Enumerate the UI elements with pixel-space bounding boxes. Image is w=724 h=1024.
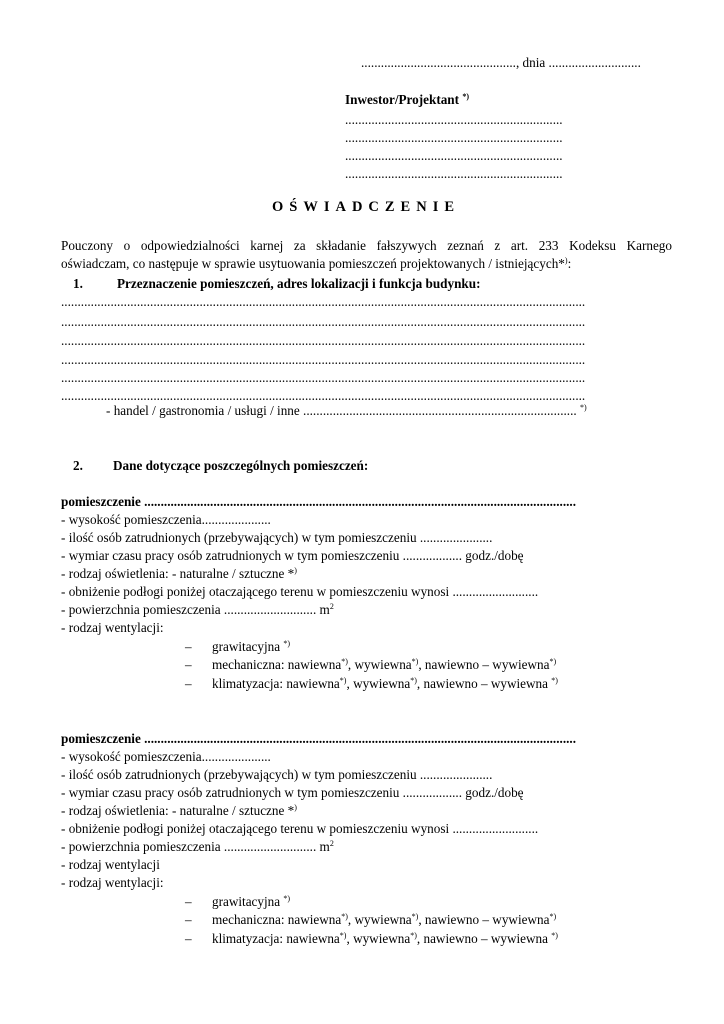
investor-line-2: .................................................................. — [345, 130, 563, 145]
document-title: OŚWIADCZENIE — [271, 199, 461, 215]
investor-label-text: Inwestor/Projektant — [345, 92, 460, 107]
room-2-work-time: - wymiar czasu pracy osób zatrudnionych w tym pomieszczeniu .................. godz./dobę — [61, 785, 524, 800]
room-2-vent-mechanical — [185, 912, 556, 928]
footnote-mark: *) — [551, 931, 558, 940]
room-2-floor: - obniżenie podłogi poniżej otaczającego terenu w pomieszczeniu wynosi .......................... — [61, 821, 539, 836]
footnote-mark: *) — [410, 931, 417, 940]
section1-dotted-line-3: ............................................................................................................................................................... — [61, 333, 586, 348]
section1-dotted-line-2: ............................................................................................................................................................... — [61, 314, 586, 329]
date-line: ..............................................., dnia ............................ — [361, 55, 641, 70]
section2-heading: Dane dotyczące poszczególnych pomieszczeń: — [113, 458, 369, 473]
footnote-mark: *) — [549, 657, 557, 666]
section1-dotted-line-6: ............................................................................................................................................................... — [61, 388, 586, 403]
section1-dotted-line-1: ............................................................................................................................................................... — [61, 294, 586, 309]
room-1-vent-mech-b: , wywiewna — [347, 657, 412, 672]
building-function-line — [106, 403, 587, 419]
room-1-vent-mech-c: , nawiewno – wywiewna — [418, 657, 550, 672]
section1-dotted-line-4: ............................................................................................................................................................... — [61, 352, 586, 367]
intro-line-2-end: : — [567, 256, 572, 271]
room-1-height: - wysokość pomieszczenia..................... — [61, 512, 271, 527]
room-2-height: - wysokość pomieszczenia..................... — [61, 749, 271, 764]
investor-line-4: .................................................................. — [345, 166, 563, 181]
room-1-work-time: - wymiar czasu pracy osób zatrudnionych w tym pomieszczeniu .................. godz./dobę — [61, 548, 524, 563]
building-function-footnote-mark: *) — [579, 403, 587, 412]
room-1-vent-mech-a: mechaniczna: nawiewna — [212, 657, 342, 672]
section2-number: 2. — [73, 458, 83, 473]
room-2-lighting-footnote-mark: ) — [294, 803, 297, 812]
dash-bullet: – — [185, 676, 192, 691]
room-2-title: pomieszczenie ................................................................................................................................... — [61, 731, 577, 746]
investor-footnote-mark: *) — [462, 92, 470, 101]
room-1-vent-gravity-text: grawitacyjna — [212, 639, 284, 654]
dash-bullet: – — [185, 657, 192, 672]
room-1-vent-climate — [185, 676, 558, 692]
room-1-persons: - ilość osób zatrudnionych (przebywających) w tym pomieszczeniu ...................... — [61, 530, 493, 545]
room-2-ventilation-label: - rodzaj wentylacji: — [61, 875, 164, 890]
room-2-vent-climate — [185, 931, 558, 947]
room-1-ventilation-label: - rodzaj wentylacji: — [61, 620, 164, 635]
footnote-mark: *) — [411, 912, 419, 921]
footnote-mark: *) — [341, 657, 348, 666]
footnote-mark: *) — [339, 931, 347, 940]
section1-number: 1. — [73, 276, 83, 291]
room-2-vent-gravity-text: grawitacyjna — [212, 894, 284, 909]
dash-bullet: – — [185, 894, 192, 909]
investor-label — [345, 92, 469, 108]
room-2-area-text: - powierzchnia pomieszczenia ............................ m — [61, 839, 330, 854]
investor-line-3: .................................................................. — [345, 148, 563, 163]
room-2-persons: - ilość osób zatrudnionych (przebywających) w tym pomieszczeniu ...................... — [61, 767, 493, 782]
intro-line-2-text: oświadczam, co następuje w sprawie usytuowania pomieszczeń projektowanych / istniejących* — [61, 256, 565, 271]
room-1-floor: - obniżenie podłogi poniżej otaczającego terenu w pomieszczeniu wynosi .......................... — [61, 584, 539, 599]
footnote-mark: *) — [339, 676, 347, 685]
room-1-lighting — [61, 566, 297, 582]
intro-footnote-mark: ) — [564, 256, 568, 265]
room-1-vent-clim-c: , nawiewno – wywiewna — [416, 676, 552, 691]
room-1-title: pomieszczenie ................................................................................................................................... — [61, 494, 577, 509]
intro-line-2 — [61, 256, 571, 272]
section1-dotted-line-5: ............................................................................................................................................................... — [61, 370, 586, 385]
footnote-mark: *) — [549, 912, 557, 921]
building-function-text: - handel / gastronomia / usługi / inne ................................................................................... — [106, 403, 577, 418]
room-1-vent-gravity — [185, 639, 290, 655]
room-1-area-unit-sup: 2 — [329, 602, 334, 611]
footnote-mark: *) — [341, 912, 348, 921]
room-2-area — [61, 839, 334, 855]
dash-bullet: – — [185, 931, 192, 946]
room-2-ventilation-extra: - rodzaj wentylacji — [61, 857, 160, 872]
room-2-vent-gravity-sup: *) — [283, 894, 291, 903]
room-2-vent-gravity — [185, 894, 290, 910]
room-1-vent-gravity-sup: *) — [283, 639, 291, 648]
room-2-vent-clim-a: klimatyzacja: nawiewna — [212, 931, 340, 946]
footnote-mark: *) — [551, 676, 558, 685]
room-2-lighting-text: - rodzaj oświetlenia: - naturalne / sztuczne * — [61, 803, 295, 818]
intro-line-1: Pouczony o odpowiedzialności karnej za składanie fałszywych zeznań z art. 233 Kodeksu Karnego — [61, 238, 672, 253]
room-1-lighting-footnote-mark: ) — [294, 566, 297, 575]
investor-line-1: .................................................................. — [345, 112, 563, 127]
room-1-area — [61, 602, 334, 618]
room-1-vent-mechanical — [185, 657, 556, 673]
section1-heading: Przeznaczenie pomieszczeń, adres lokalizacji i funkcja budynku: — [117, 276, 481, 291]
room-2-vent-mech-a: mechaniczna: nawiewna — [212, 912, 342, 927]
footnote-mark: *) — [410, 676, 417, 685]
room-2-vent-mech-b: , wywiewna — [347, 912, 412, 927]
dash-bullet: – — [185, 639, 192, 654]
footnote-mark: *) — [411, 657, 419, 666]
room-2-vent-clim-b: , wywiewna — [346, 931, 411, 946]
dash-bullet: – — [185, 912, 192, 927]
room-2-area-unit-sup: 2 — [329, 839, 334, 848]
room-2-vent-mech-c: , nawiewno – wywiewna — [418, 912, 550, 927]
room-1-area-text: - powierzchnia pomieszczenia ............................ m — [61, 602, 330, 617]
room-1-vent-clim-a: klimatyzacja: nawiewna — [212, 676, 340, 691]
room-2-lighting — [61, 803, 297, 819]
room-1-lighting-text: - rodzaj oświetlenia: - naturalne / sztuczne * — [61, 566, 295, 581]
room-2-vent-clim-c: , nawiewno – wywiewna — [416, 931, 552, 946]
room-1-vent-clim-b: , wywiewna — [346, 676, 411, 691]
